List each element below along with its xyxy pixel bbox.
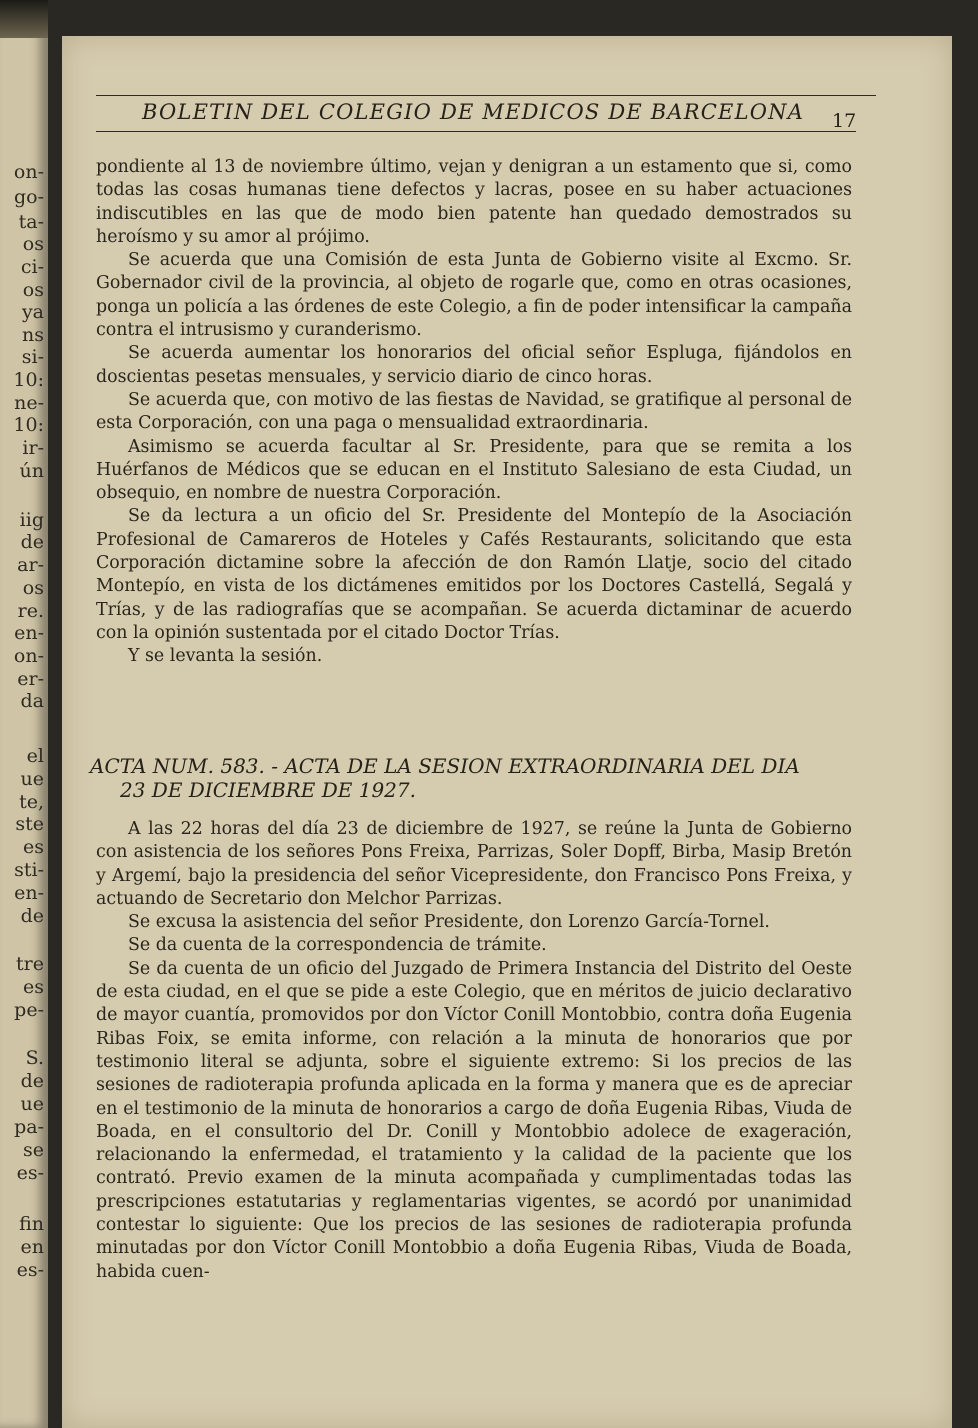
margin-fragment: ste <box>15 813 44 835</box>
margin-fragment: sti- <box>14 859 44 881</box>
margin-fragment: ta- <box>18 211 44 233</box>
paragraph: Se acuerda aumentar los honorarios del oficial señor Espluga, fijándolos en doscientas pesetas mensuales, y servicio diario de cinco horas. <box>96 343 852 387</box>
margin-fragment: ue <box>20 1093 44 1115</box>
margin-fragment: fin <box>19 1213 44 1235</box>
margin-fragment: pa- <box>14 1116 44 1138</box>
binding-shadow <box>0 0 48 38</box>
page-number: 17 <box>832 110 857 132</box>
header-rule-bottom <box>96 131 856 132</box>
margin-fragment: da <box>20 690 44 712</box>
margin-fragment: en <box>20 1236 44 1258</box>
paragraph: Se acuerda que una Comisión de esta Junta de Gobierno visite al Excmo. Sr. Gobernador civil de la provincia, al objeto de rogarle que, como en otras ocasiones, ponga un policía a las órdenes de este Colegio, a fin de poder intensificar la campaña contra el intrusismo y curanderismo. <box>96 250 852 341</box>
section-heading <box>90 754 856 802</box>
first-text-block <box>96 156 852 669</box>
margin-fragment: el <box>26 745 44 767</box>
margin-fragment: en- <box>14 622 44 644</box>
margin-fragment: si- <box>21 346 44 368</box>
paragraph: Se da cuenta de la correspondencia de trámite. <box>128 935 547 956</box>
margin-fragment: ún <box>19 460 44 482</box>
header-rule-top <box>96 95 876 96</box>
paragraph-closing: Y se levanta la sesión. <box>128 646 323 667</box>
running-header-title: BOLETIN DEL COLEGIO DE MEDICOS DE BARCELONA <box>142 100 805 124</box>
margin-fragment: ir- <box>22 437 44 459</box>
paragraph: Se excusa la asistencia del señor Presidente, don Lorenzo García-Tornel. <box>128 912 770 933</box>
margin-fragment: os <box>22 233 44 255</box>
margin-fragment: go- <box>13 186 44 208</box>
margin-fragment: es- <box>16 1259 44 1281</box>
margin-fragment: ne- <box>14 392 44 414</box>
margin-fragment: en- <box>14 882 44 904</box>
margin-fragment: te, <box>19 791 44 813</box>
margin-fragment: er- <box>17 668 44 690</box>
margin-fragment: 10: <box>13 414 44 436</box>
margin-fragment: iig <box>19 509 44 531</box>
margin-fragment: os <box>22 577 44 599</box>
document-page <box>62 36 952 1428</box>
margin-fragment: on- <box>13 645 44 667</box>
margin-fragment: de <box>20 905 44 927</box>
margin-fragment: S. <box>25 1047 44 1069</box>
margin-fragment: os <box>22 279 44 301</box>
paragraph: Se acuerda que, con motivo de las fiestas de Navidad, se gratifique al personal de esta Corporación, con una paga o mensualidad extraordinaria. <box>96 389 852 434</box>
margin-fragment: ue <box>20 768 44 790</box>
paragraph: pondiente al 13 de noviembre último, vejan y denigran a un estamento que si, como todas las cosas humanas tiene defectos y lacras, posee en su haber actuaciones indiscutibles en las que de modo bien patente han quedado demostrados su heroísmo y su amor al prójimo. <box>96 157 852 247</box>
paragraph: A las 22 horas del día 23 de diciembre de 1927, se reúne la Junta de Gobierno con asistencia de los señores Pons Freixa, Parrizas, Soler Dopff, Birba, Masip Bretón y Argemí, bajo la presidencia del señor Vicepresidente, don Francisco Pons Freixa, y actuando de Secretario don Melchor Parrizas. <box>96 819 852 909</box>
margin-fragment: de <box>20 531 44 553</box>
margin-fragment: on- <box>13 161 44 183</box>
section-heading-line-1: ACTA NUM. 583. - ACTA DE LA SESION EXTRAORDINARIA DEL DIA <box>90 754 800 778</box>
margin-fragment: se <box>23 1139 44 1161</box>
adjacent-page-edge <box>0 0 48 1428</box>
margin-fragment: es- <box>16 1162 44 1184</box>
section-heading-line-2: 23 DE DICIEMBRE DE 1927. <box>120 778 416 802</box>
margin-fragment: ya <box>21 301 44 323</box>
margin-fragment: pe- <box>14 999 44 1021</box>
margin-fragment: es <box>23 976 44 998</box>
margin-fragment: tre <box>16 953 44 975</box>
second-text-block <box>96 818 852 1284</box>
margin-fragment: 10: <box>13 369 44 391</box>
margin-fragment: re. <box>17 600 44 622</box>
margin-fragment: ci- <box>20 256 44 278</box>
margin-fragment: es <box>23 836 44 858</box>
margin-fragment: de <box>20 1070 44 1092</box>
paragraph: Se da lectura a un oficio del Sr. Presidente del Montepío de la Asociación Profesional de Camareros de Hoteles y Cafés Restaurants, solicitando que esta Corporación dictamine sobre la afección de don Ramón Llatje, socio del citado Montepío, en vista de los dictámenes emitidos por los Doctores Castellá, Segalá y Trías, y de las radiografías que se acompañan. Se acuerda dictaminar de acuerdo con la opinión sustentada por el citado Doctor Trías. <box>96 506 852 643</box>
paragraph: Asimismo se acuerda facultar al Sr. Presidente, para que se remita a los Huérfanos de Médicos que se educan en el Instituto Salesiano de esta Ciudad, un obsequio, en nombre de nuestra Corporación. <box>96 436 852 504</box>
margin-fragment: ar- <box>17 554 44 576</box>
paragraph: Se da cuenta de un oficio del Juzgado de Primera Instancia del Distrito del Oeste de esta ciudad, en el que se pide a este Colegio, que en méritos de juicio declarativo de mayor cuantía, promovidos por don Víctor Conill Montobbio, contra doña Eugenia Ribas Foix, se emita informe, con relación a la minuta de honorarios que por testimonio literal se adjunta, sobre el siguiente extremo: Si los precios de las sesiones de radioterapia profunda aplicada en la forma y manera que es de apreciar en el testimonio de la minuta de honorarios a cargo de doña Eugenia Ribas, Viuda de Boada, en el consultorio del Dr. Conill y Montobbio adolece de exageración, relacionando la enfermedad, el tratamiento y la calidad de la paciente que los contrató. Previo examen de la minuta acompañada y cumplimentadas todas las prescripciones estatutarias y reglamentarias vigentes, se acordó por unanimidad contestar lo siguiente: Que los precios de las sesiones de radioterapia profunda minutadas por don Víctor Conill Montobbio a doña Eugenia Ribas, Viuda de Boada, habida cuen- <box>96 958 852 1282</box>
margin-fragment: ns <box>22 324 44 346</box>
